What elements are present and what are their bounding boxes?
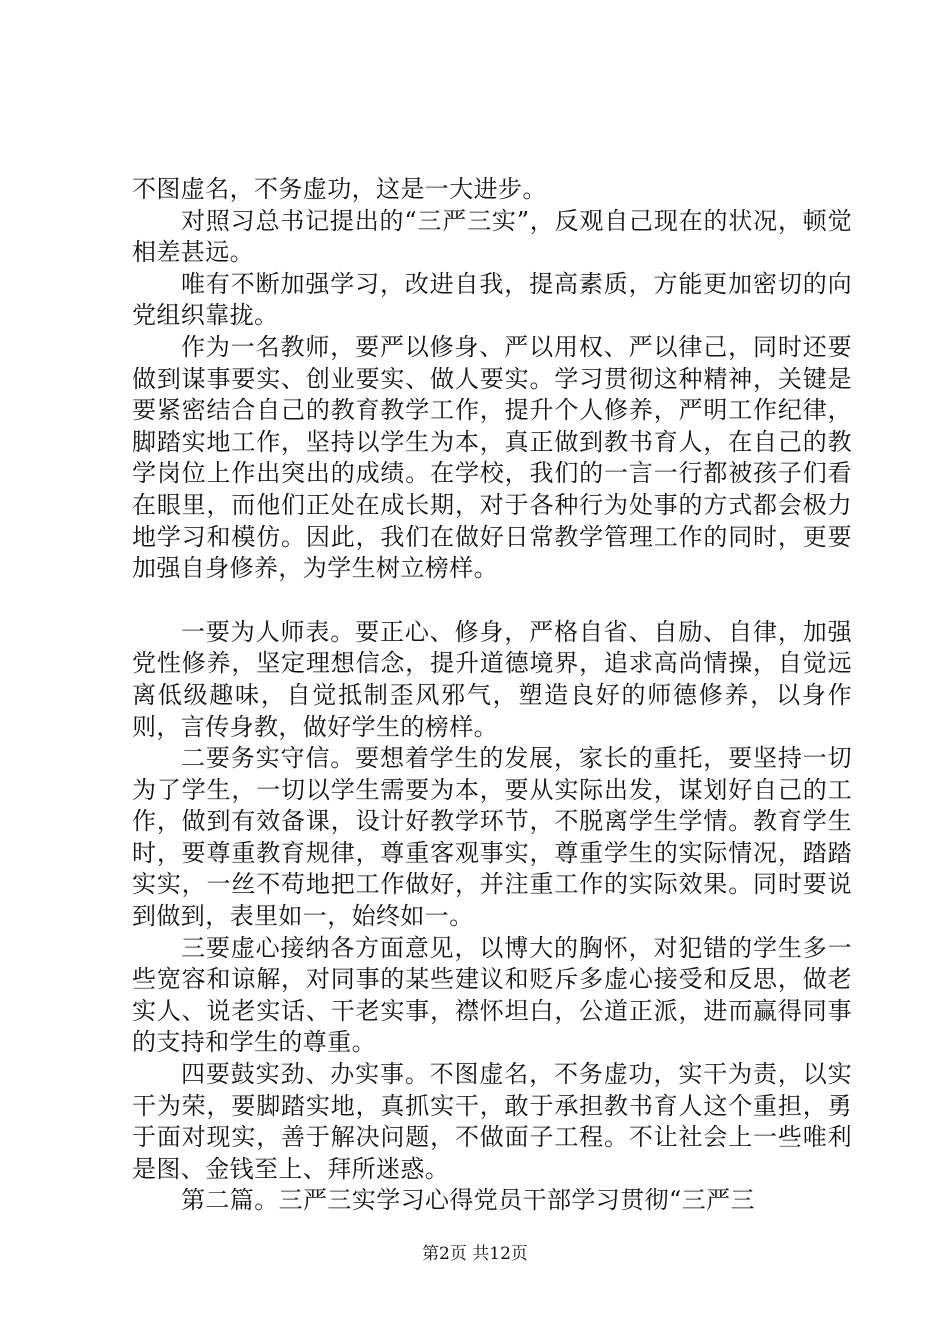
paragraph-5: 一要为人师表。要正心、修身，严格自省、自励、自律，加强党性修养，坚定理想信念，提升道德境界，追求高尚情操，自觉远离低级趣味，自觉抵制歪风邪气，塑造良好的师德修养，以身作则，言传身教，做好学生的榜样。 — [132, 617, 852, 741]
paragraph-4: 作为一名教师，要严以修身、严以用权、严以律己，同时还要做到谋事要实、创业要实、做人要实。学习贯彻这种精神，关键是要紧密结合自己的教育教学工作，提升个人修养，严明工作纪律，脚踏实地工作，坚持以学生为本，真正做到教书育人，在自己的教学岗位上作出突出的成绩。在学校，我们的一言一行都被孩子们看在眼里，而他们正处在成长期，对于各种行为处事的方式都会极力地学习和模仿。因此，我们在做好日常教学管理工作的同时，更要加强自身修养，为学生树立榜样。 — [132, 332, 852, 583]
paragraph-3: 唯有不断加强学习，改进自我，提高素质，方能更加密切的向党组织靠拢。 — [132, 269, 852, 330]
paragraph-6: 二要务实守信。要想着学生的发展，家长的重托，要坚持一切为了学生，一切以学生需要为本，要从实际出发，谋划好自己的工作，做到有效备课，设计好教学环节，不脱离学生学情。教育学生时，要尊重教育规律，尊重客观事实，尊重学生的实际情况，踏踏实实，一丝不苟地把工作做好，并注重工作的实际效果。同时要说到做到，表里如一，始终如一。 — [132, 744, 852, 931]
document-body — [132, 174, 852, 1217]
paragraph-1: 不图虚名，不务虚功，这是一大进步。 — [132, 175, 547, 203]
paragraph-gap — [132, 585, 852, 617]
paragraph-8: 四要鼓实劲、办实事。不图虚名，不务虚功，实干为责，以实干为荣，要脚踏实地，真抓实干，敢于承担教书育人这个重担，勇于面对现实，善于解决问题，不做面子工程。不让社会上一些唯利是图、金钱至上、拜所迷惑。 — [132, 1060, 852, 1183]
paragraph-7: 三要虚心接纳各方面意见，以博大的胸怀，对犯错的学生多一些宽容和谅解，对同事的某些建议和贬斥多虚心接受和反思，做老实人、说老实话、干老实事，襟怀坦白，公道正派，进而赢得同事的支持和学生的尊重。 — [132, 933, 852, 1057]
page-number-footer: 第2页 共12页 — [422, 1244, 528, 1264]
paragraph-9: 第二篇。三严三实学习心得党员干部学习贯彻“三严三 — [181, 1186, 755, 1215]
paragraph-2: 对照习总书记提出的“三严三实”，反观自己现在的状况，顿觉相差甚远。 — [132, 206, 852, 267]
